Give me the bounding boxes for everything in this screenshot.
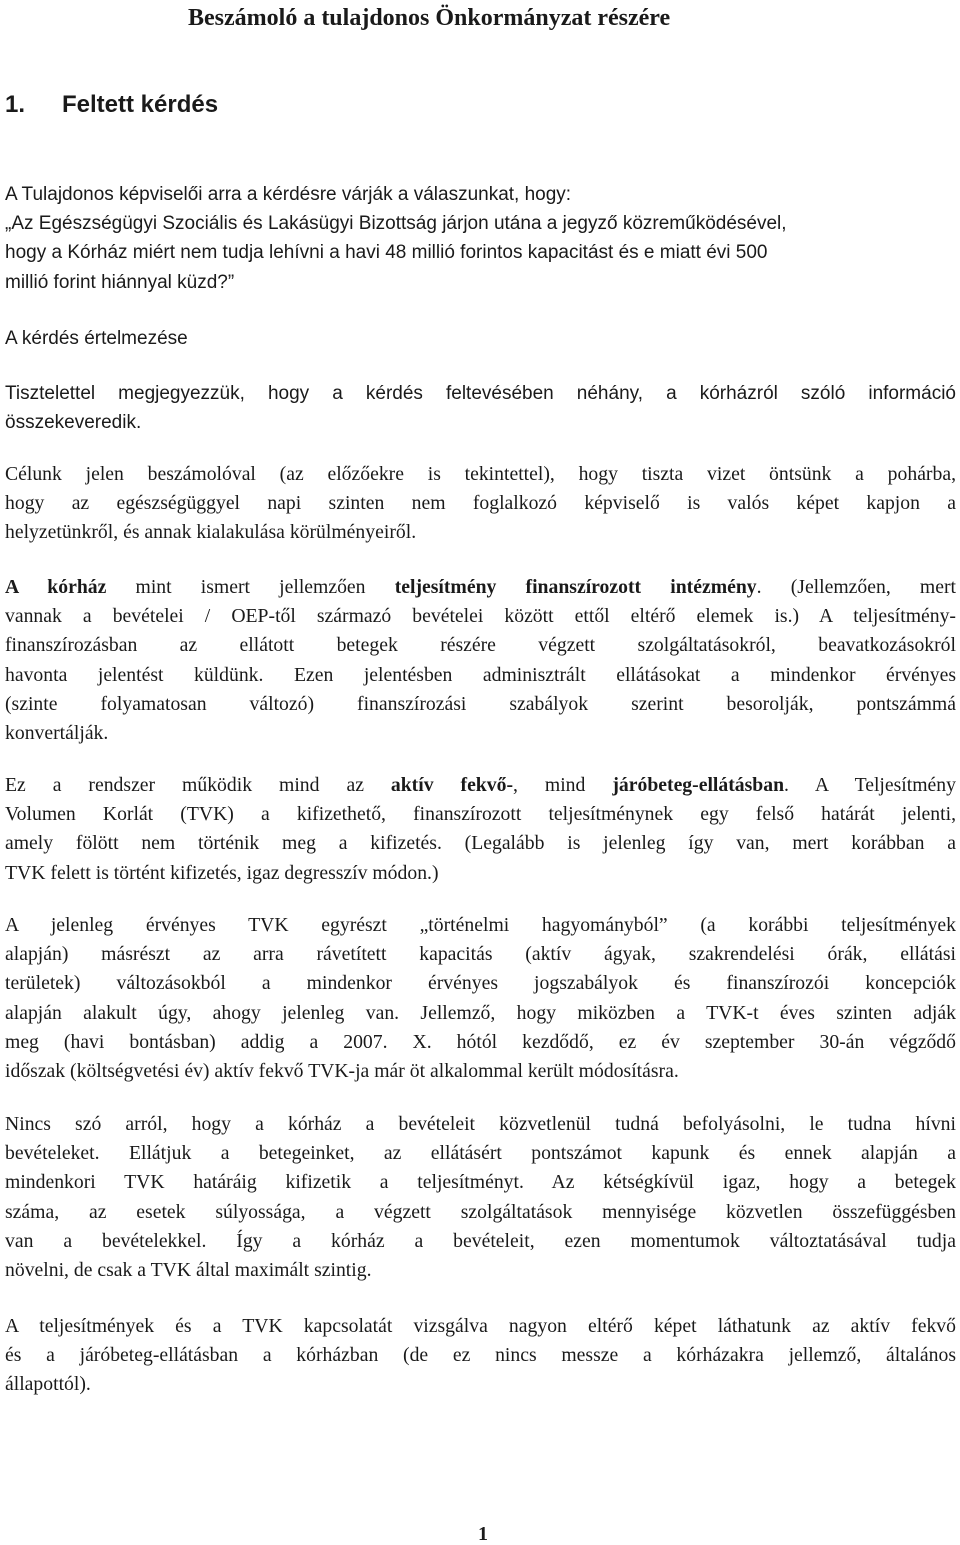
paragraph-1	[5, 379, 956, 437]
interpretation-heading: A kérdés értelmezése	[5, 328, 188, 349]
paragraph-3	[5, 573, 956, 748]
paragraph-line: Nincs szó arról, hogy a kórház a bevételeit közvetlenül tudná befolyásolni, le tudna hívni	[5, 1113, 956, 1135]
paragraph-line: állapottól).	[5, 1373, 91, 1396]
section-heading	[5, 90, 218, 120]
paragraph-line: és a járóbeteg-ellátásban a kórházban (de ez nincs messze a kórházakra jellemző, általános	[5, 1344, 956, 1367]
paragraph-line: vannak a bevételei / OEP-től származó bevételei között ettől eltérő elemek is.) A teljesítmény-	[5, 605, 956, 628]
paragraph-line: bevételeket. Ellátjuk a betegeinket, az ellátásért pontszámot kapunk és ennek alapján a	[5, 1142, 956, 1165]
paragraph-line: Tisztelettel megjegyezzük, hogy a kérdés feltevésében néhány, a kórházról szóló információ	[5, 383, 956, 404]
document-page	[5, 0, 956, 1545]
paragraph-line: Ez a rendszer működik mind az aktív fekvő-, mind járóbeteg-ellátásban. A Teljesítmény	[5, 774, 956, 796]
paragraph-line: A jelenleg érvényes TVK egyrészt „történelmi hagyományból” (a korábbi teljesítmények	[5, 914, 956, 936]
paragraph-line: növelni, de csak a TVK által maximált szintig.	[5, 1259, 372, 1282]
paragraph-line: havonta jelentést küldünk. Ezen jelentésben adminisztrált ellátásokat a mindenkor érvényes	[5, 663, 956, 686]
paragraph-line: területek) változásokból a mindenkor érvényes jogszabályok és finanszírozói koncepciók	[5, 972, 956, 995]
paragraph-5	[5, 911, 956, 1086]
paragraph-line: alapján) másrészt az arra rávetített kapacitás (aktív ágyak, szakrendelési órák, ellátási	[5, 943, 956, 966]
question-intro: A Tulajdonos képviselői arra a kérdésre várják a válaszunkat, hogy:	[5, 184, 572, 205]
section-title: Feltett kérdés	[62, 91, 219, 118]
paragraph-4	[5, 771, 956, 888]
paragraph-line: összekeveredik.	[5, 412, 142, 434]
page-number: 1	[478, 1523, 488, 1545]
paragraph-line: van a bevételekkel. Így a kórház a bevételeit, ezen momentumok változtatásával tudja	[5, 1229, 956, 1252]
paragraph-line: mindenkori TVK határáig kifizetik a teljesítményt. Az kétségkívül igaz, hogy a betegek	[5, 1171, 956, 1194]
interpretation-heading-block	[5, 324, 956, 353]
paragraph-line: Célunk jelen beszámolóval (az előzőekre is tekintettel), hogy tiszta vizet öntsünk a pohárba,	[5, 463, 956, 485]
paragraph-line: finanszírozásban az ellátott betegek részére végzett szolgáltatásokról, beavatkozásokról	[5, 634, 956, 657]
bold-phrase: teljesítmény finanszírozott intézmény	[394, 576, 757, 598]
question-block	[5, 180, 956, 297]
paragraph-7	[5, 1312, 956, 1400]
document-title: Beszámoló a tulajdonos Önkormányzat részére	[188, 5, 671, 31]
paragraph-line: időszak (költségvetési év) aktív fekvő TVK-ja már öt alkalommal került módosításra.	[5, 1060, 679, 1083]
paragraph-line: alapján alakult úgy, ahogy jelenleg van. Jellemző, hogy miközben a TVK-t éves szinten adják	[5, 1001, 956, 1024]
question-line: „Az Egészségügyi Szociális és Lakásügyi Bizottság járjon utána a jegyző közreműködésével,	[5, 213, 787, 235]
bold-phrase: A kórház	[5, 576, 107, 598]
paragraph-line: helyzetünkről, és annak kialakulása körülményeiről.	[5, 521, 417, 544]
bold-phrase: aktív fekvő-	[390, 774, 514, 796]
paragraph-line: meg (havi bontásban) addig a 2007. X. hótól kezdődő, ez év szeptember 30-án végződő	[5, 1030, 956, 1053]
paragraph-line: A teljesítmények és a TVK kapcsolatát vizsgálva nagyon eltérő képet láthatunk az aktív fekvő	[5, 1315, 956, 1337]
paragraph-6	[5, 1110, 956, 1285]
bold-phrase: járóbeteg-ellátásban	[612, 774, 785, 796]
paragraph-line: amely fölött nem történik meg a kifizetés. (Legalább is jelenleg így van, mert korábban a	[5, 832, 956, 855]
paragraph-line: (szinte folyamatosan változó) finanszírozási szabályok szerint besorolják, pontszámmá	[5, 692, 956, 715]
section-number: 1.	[5, 91, 26, 118]
question-line: millió forint hiánnyal küzd?”	[5, 271, 235, 293]
paragraph-line: A kórház mint ismert jellemzően teljesítmény finanszírozott intézmény. (Jellemzően, mert	[5, 576, 956, 598]
question-line: hogy a Kórház miért nem tudja lehívni a havi 48 millió forintos kapacitást és e miatt évi 500	[5, 242, 768, 264]
paragraph-line: konvertálják.	[5, 722, 109, 745]
paragraph-line: Volumen Korlát (TVK) a kifizethető, finanszírozott teljesítménynek egy felső határát jelenti,	[5, 803, 956, 826]
paragraph-2	[5, 460, 956, 548]
paragraph-line: hogy az egészségüggyel napi szinten nem foglalkozó képviselő is valós képet kapjon a	[5, 492, 956, 515]
paragraph-line: TVK felett is történt kifizetés, igaz degresszív módon.)	[5, 861, 439, 884]
paragraph-line: száma, az esetek súlyossága, a végzett szolgáltatások mennyisége közvetlen összefüggésben	[5, 1200, 956, 1223]
